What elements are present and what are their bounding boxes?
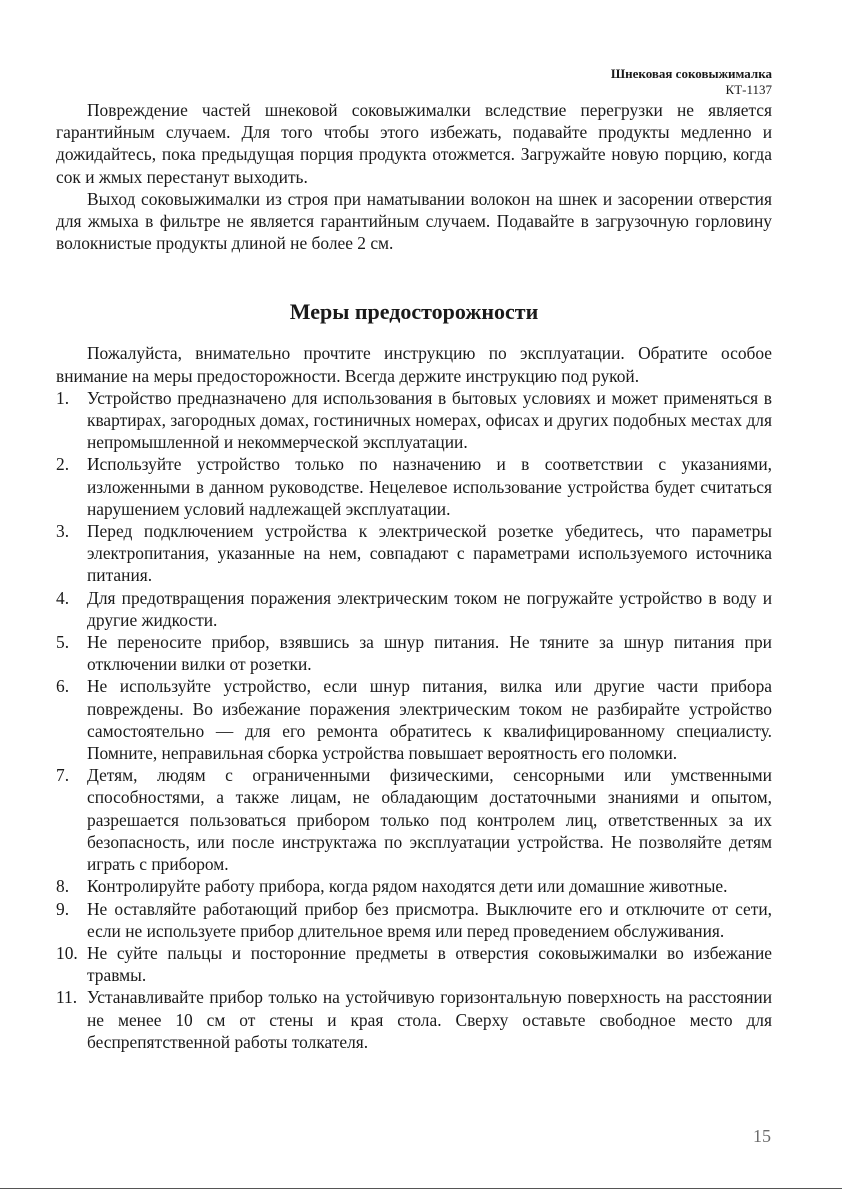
precaution-item [56,520,772,587]
running-header [56,66,772,97]
header-model-number: КТ-1137 [725,82,772,97]
item-number: 9. [56,898,70,919]
item-number: 3. [56,521,70,542]
precaution-item [56,986,772,1053]
item-text: Детям, людям с ограниченными физическими, сенсорными или умственными способностями, а также лицам, не обладающим достаточными знаниями и опытом, разрешается пользоваться прибором только под контролем лиц, ответственных за их безопасность, или после инструктажа по эксплуатации устройства. Не позволяйте детям играть с прибором. [87,765,772,875]
item-number: 2. [56,454,70,475]
page-number: 15 [753,1126,771,1146]
item-text: Не используйте устройство, если шнур питания, вилка или другие части прибора повреждены. Во избежание поражения электрическим током не разбирайте устройство самостоятельно — для его ремонта обратитесь к квалифицированному специалисту. Помните, неправильная сборка устройства повышает вероятность его поломки. [87,676,772,764]
item-number: 10. [56,942,78,963]
precautions-list [56,387,772,1053]
item-text: Контролируйте работу прибора, когда рядом находятся дети или домашние животные. [87,876,728,897]
precaution-item [56,387,772,454]
item-number: 8. [56,876,70,897]
item-number: 6. [56,676,70,697]
item-text: Для предотвращения поражения электрическим током не погружайте устройство в воду и другие жидкости. [87,587,772,630]
bottom-divider [0,1188,842,1189]
intro-paragraph: Выход соковыжималки из строя при наматывании волокон на шнек и засорении отверстия для жмыха в фильтре не является гарантийным случаем. Подавайте в загрузочную горловину волокнистые продукты длиной не более 2 см. [56,188,772,254]
item-number: 1. [56,387,70,408]
precaution-item [56,453,772,520]
item-number: 4. [56,587,70,608]
precaution-item [56,587,772,631]
header-product-name: Шнековая соковыжималка [610,66,772,81]
intro-text [56,99,772,254]
intro-paragraph: Повреждение частей шнековой соковыжималки вследствие перегрузки не является гарантийным случаем. Для того чтобы этого избежать, подавайте продукты медленно и дожидайтесь, пока предыдущая порция продукта отожмется. Загружайте новую порцию, когда сок и жмых перестанут выходить. [56,100,772,187]
item-text: Устанавливайте прибор только на устойчивую горизонтальную поверхность на расстоянии не менее 10 см от стены и края стола. Сверху оставьте свободное место для беспрепятственной работы толкателя. [87,987,772,1052]
precautions-body [56,342,772,1053]
section-lead: Пожалуйста, внимательно прочтите инструкцию по эксплуатации. Обратите особое внимание на меры предосторожности. Всегда держите инструкцию под рукой. [56,343,772,386]
precaution-item [56,898,772,942]
precaution-item [56,764,772,875]
item-number: 11. [56,987,78,1008]
precaution-item [56,631,772,675]
item-number: 7. [56,765,70,786]
item-text: Используйте устройство только по назначению и в соответствии с указаниями, изложенными в данном руководстве. Нецелевое использование устройства будет считаться нарушением условий надлежащей эксплуатации. [87,454,772,519]
precaution-item [56,942,772,986]
section-title: Меры предосторожности [289,299,539,325]
item-text: Не оставляйте работающий прибор без присмотра. Выключите его и отключите от сети, если не используете прибор длительное время или перед проведением обслуживания. [87,898,772,941]
precaution-item [56,875,772,897]
item-text: Не переносите прибор, взявшись за шнур питания. Не тяните за шнур питания при отключении вилки от розетки. [87,632,772,675]
item-text: Не суйте пальцы и посторонние предметы в отверстия соковыжималки во избежание травмы. [87,942,772,986]
item-text: Устройство предназначено для использования в бытовых условиях и может применяться в квартирах, загородных домах, гостиничных номерах, офисах и других подобных местах для непромышленной и некоммерческой эксплуатации. [87,387,772,453]
item-text: Перед подключением устройства к электрической розетке убедитесь, что параметры электропитания, указанные на нем, совпадают с параметрами используемого источника питания. [87,521,772,586]
item-number: 5. [56,632,70,653]
precaution-item [56,675,772,764]
